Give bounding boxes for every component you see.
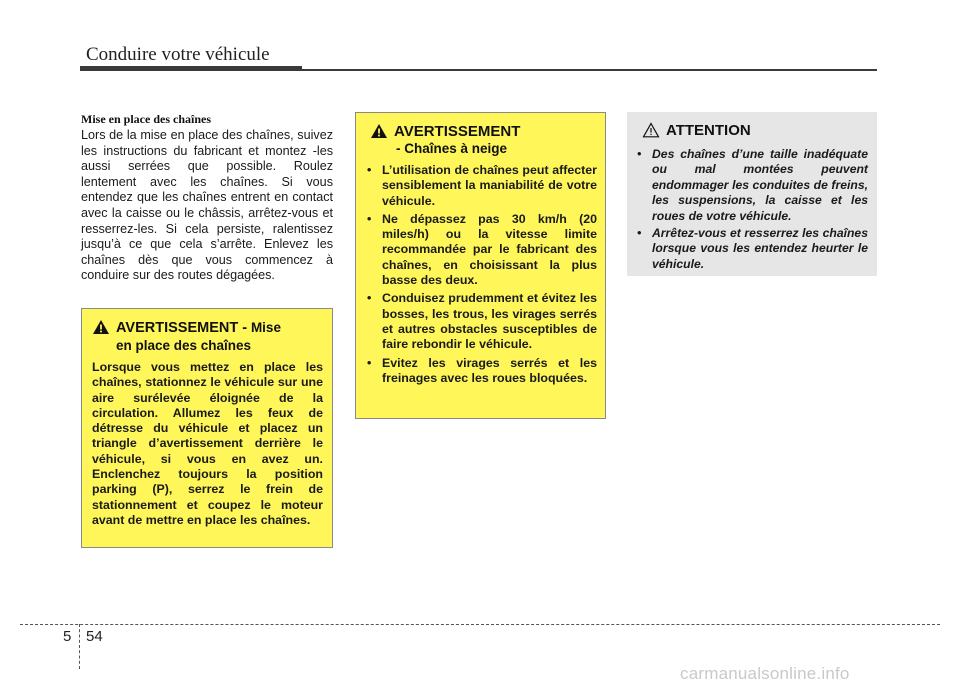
warning-title-sub: Mise: [250, 320, 281, 335]
warning-triangle-icon: [92, 319, 110, 339]
section-heading: Mise en place des chaînes: [81, 112, 211, 126]
footer-rule: [20, 624, 940, 625]
watermark: carmanualsonline.info: [680, 664, 850, 683]
warning-triangle-icon: [370, 123, 388, 143]
list-item: • Arrêtez-vous et resserrez les chaînes lorsque vous les entendez heurter le véhicule.: [636, 226, 868, 272]
page-header-title: Conduire votre véhicule: [86, 44, 270, 65]
list-item: • Evitez les virages serrés et les freinages avec les roues bloquées.: [366, 356, 597, 387]
list-item: • Des chaînes d’une taille inadéquate ou mal montées peuvent endommager les conduites de freins, les suspensions, la caisse et les roues de votre véhicule.: [636, 147, 868, 224]
warning-subtitle: - Chaînes à neige: [396, 141, 508, 156]
warning-box-snow-chains: [355, 112, 606, 419]
header-rule-thin: [300, 69, 877, 71]
warning-title: [366, 123, 597, 157]
chapter-number: 5: [63, 628, 72, 645]
warning-title-line2: en place des chaînes: [116, 338, 252, 353]
warning-title-main: AVERTISSEMENT: [394, 123, 521, 140]
list-item: • L’utilisation de chaînes peut affecter sensiblement la maniabilité de votre véhicule.: [366, 163, 597, 209]
list-item: • Ne dépassez pas 30 km/h (20 miles/h) ou la vitesse limite recommandée par le fabricant des chaînes, en choisissant la plus basse des deux.: [366, 212, 597, 288]
warning-box-chain-install: [81, 308, 333, 548]
footer-divider: [79, 624, 80, 669]
warning-body: Lorsque vous mettez en place les chaînes, stationnez le véhicule sur une aire surélevée éloignée de la circulation. Allumez les feux de détresse du véhicule et placez un triangle d’avertissement derrière le véhicule, si vous en avez un. Enclenchez toujours la position parking (P), serrez le frein de stationnement et coupez le moteur avant de mettre en place les chaînes.: [92, 360, 323, 527]
caution-title-text: ATTENTION: [666, 122, 751, 139]
section-body: Lors de la mise en place des chaînes, suivez les instructions du fabricant et montez -les aussi serrées que possible. Roulez lentement avec les chaînes. Si vous entendez que les chaînes entrent en contact avec la caisse ou le châssis, arrêtez-vous et resserrez-les. Si cela persiste, ralentissez jusqu’à ce que cela s’arrête. Enlevez les chaînes dès que vous commencez à conduire sur des routes dégagées.: [81, 128, 333, 283]
caution-list: [636, 147, 868, 272]
list-item: • Conduisez prudemment et évitez les bosses, les trous, les virages serrés et autres obstacles susceptibles de faire rebondir le véhicule.: [366, 291, 597, 352]
caution-box: [627, 112, 877, 276]
warning-list: [366, 163, 597, 386]
page-number: 54: [86, 628, 103, 645]
caution-title: [636, 122, 868, 143]
warning-title-main: AVERTISSEMENT -: [116, 320, 248, 336]
header-rule-thick: [80, 66, 302, 71]
caution-triangle-icon: [642, 122, 660, 143]
warning-title: [92, 319, 323, 354]
